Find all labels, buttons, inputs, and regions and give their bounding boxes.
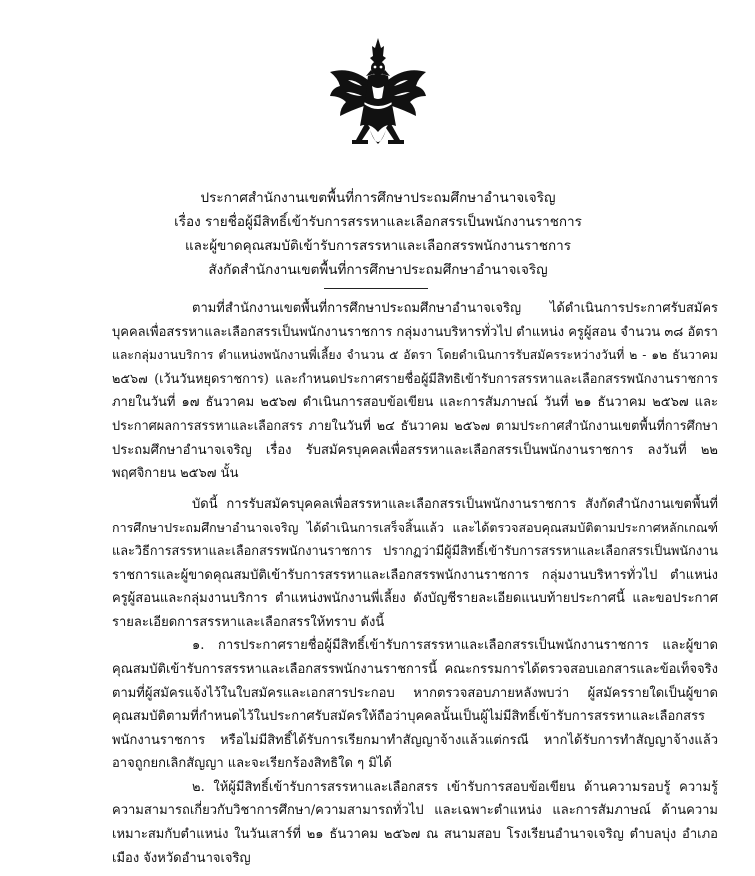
text-line: ตามที่สำนักงานเขตพื้นที่การศึกษาประถมศึกษาอำนาจเจริญ ได้ดำเนินการประกาศรับสมัคร [192,301,718,316]
text-line: คุณสมบัติตามที่กำหนดไว้ในประกาศรับสมัครให้ถือว่าบุคคลนั้นเป็นผู้ไม่มีสิทธิ์เข้ารับการสรรหาและเลือกสรร [112,709,706,725]
text-line: ตามที่ผู้สมัครแจ้งไว้ในใบสมัครและเอกสารประกอบ หากตรวจสอบภายหลังพบว่า ผู้สมัครรายใดเป็นผู้ขาด [112,685,718,701]
text-line: และกลุ่มงานบริการ ตำแหน่งพนักงานพี่เลี้ยง จำนวน ๕ อัตรา โดยดำเนินการรับสมัครระหว่างวันที่ ๒ - ๑๒ ธันวาคม [112,348,718,363]
text-line: บัดนี้ การรับสมัครบุคคลเพื่อสรรหาและเลือกสรรเป็นพนักงานราชการ สังกัดสำนักงานเขตพื้นที่ [192,496,718,512]
text-line: การศึกษาประถมศึกษาอำนาจเจริญ ได้ดำเนินการเสร็จสิ้นแล้ว และได้ตรวจสอบคุณสมบัติตามประกาศหลักเกณฑ์ [112,520,718,536]
text-line: ประถมศึกษาอำนาจเจริญ เรื่อง รับสมัครบุคคลเพื่อสรรหาและเลือกสรรเป็นพนักงานราชการ ลงวันที่ ๒๒ [112,442,718,458]
garuda-emblem-icon [326,36,430,154]
text-line: อาจถูกยกเลิกสัญญา และจะเรียกร้องสิทธิใด ๆ มิได้ [112,756,392,772]
header-divider [324,288,428,289]
announcement-header [60,186,696,282]
text-line: ๒๕๖๗ (เว้นวันหยุดราชการ) และกำหนดประกาศรายชื่อผู้มีสิทธิเข้ารับการสรรหาและเลือกสรรพนักงานราชการ [112,371,718,387]
paragraph-details [112,493,718,871]
text-line: รายละเอียดการสรรหาและเลือกสรรให้ทราบ ดังนี้ [112,614,385,630]
list-item-2: ๒. ให้ผู้มีสิทธิ์เข้ารับการสรรหาและเลือกสรร เข้ารับการสอบข้อเขียน ด้านความรอบรู้ ความรู้ [192,779,718,795]
text-line: ครูผู้สอนและกลุ่มงานบริการ ตำแหน่งพนักงานพี่เลี้ยง ดังบัญชีรายละเอียดแนบท้ายประกาศนี้ และขอประกาศ [112,591,718,607]
announcement-title: ประกาศสำนักงานเขตพื้นที่การศึกษาประถมศึกษาอำนาจเจริญ [200,190,556,206]
text-line: พฤศจิกายน ๒๕๖๗ นั้น [112,466,239,482]
list-item-1: ๑. การประกาศรายชื่อผู้มีสิทธิ์เข้ารับการสรรหาและเลือกสรรเป็นพนักงานราชการ และผู้ขาด [192,638,718,654]
text-line: และวิธีการสรรหาและเลือกสรรพนักงานราชการ ปรากฏว่ามีผู้มีสิทธิ์เข้ารับการสรรหาและเลือกสรรเป็นพนักงาน [112,543,718,559]
text-line: เมือง จังหวัดอำนาจเจริญ [112,850,251,866]
announcement-subject-cont: และผู้ขาดคุณสมบัติเข้ารับการสรรหาและเลือกสรรพนักงานราชการ [184,238,572,254]
announcement-body [112,297,718,870]
text-line: คุณสมบัติเข้ารับการสรรหาและเลือกสรรพนักงานราชการนี้ คณะกรรมการได้ตรวจสอบเอกสารและข้อเท็จจริง [112,661,718,677]
announcement-affiliation: สังกัดสำนักงานเขตพื้นที่การศึกษาประถมศึกษาอำนาจเจริญ [208,262,548,278]
text-line: ภายในวันที่ ๑๗ ธันวาคม ๒๕๖๗ ดำเนินการสอบข้อเขียน และการสัมภาษณ์ วันที่ ๒๑ ธันวาคม ๒๕๖๗ และ [112,395,718,411]
text-line: ราชการและผู้ขาดคุณสมบัติเข้ารับการสรรหาและเลือกสรรพนักงานราชการ กลุ่มงานบริหารทั่วไป ตำแหน่ง [112,567,718,583]
text-line: ประกาศผลการสรรหาและเลือกสรร ภายในวันที่ ๒๔ ธันวาคม ๒๕๖๗ ตามประกาศสำนักงานเขตพื้นที่การศึกษา [112,418,718,434]
announcement-subject: เรื่อง รายชื่อผู้มีสิทธิ์เข้ารับการสรรหาและเลือกสรรเป็นพนักงานราชการ [174,214,582,230]
text-line: พนักงานราชการ หรือไม่มีสิทธิ์ได้รับการเรียกมาทำสัญญาจ้างแล้วแต่กรณี หากได้รับการทำสัญญาจ้างแล้ว [112,732,718,748]
text-line: เหมาะสมกับตำแหน่ง ในวันเสาร์ที่ ๒๑ ธันวาคม ๒๕๖๗ ณ สนามสอบ โรงเรียนอำนาจเจริญ ตำบลบุ่ง อำเภอ [112,827,718,843]
paragraph-background [112,297,718,486]
text-line: บุคคลเพื่อสรรหาและเลือกสรรเป็นพนักงานราชการ กลุ่มงานบริหารทั่วไป ตำแหน่ง ครูผู้สอน จำนวน ๓๘ อัตรา [112,324,718,340]
text-line: ความสามารถเกี่ยวกับวิชาการศึกษา/ความสามารถทั่วไป และเฉพาะตำแหน่ง และการสัมภาษณ์ ด้านความ [112,803,718,819]
